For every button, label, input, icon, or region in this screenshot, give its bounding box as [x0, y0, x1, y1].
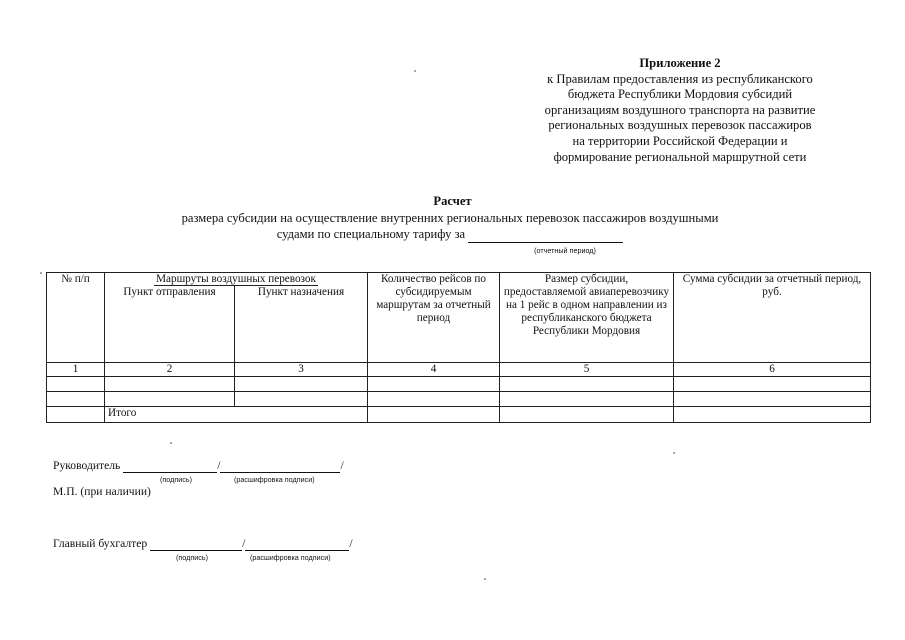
annex-line: формирование региональной маршрутной сети: [553, 149, 807, 164]
column-number: 4: [368, 362, 500, 376]
column-number: 6: [674, 362, 871, 376]
annex-line: организациям воздушного транспорта на развитие: [544, 102, 816, 117]
stamp-label: М.П. (при наличии): [53, 485, 151, 498]
period-blank-line: [468, 227, 623, 244]
table-cell: [500, 376, 674, 391]
accountant-signature-line: Главный бухгалтер / /: [53, 537, 353, 550]
column-number: 2: [105, 362, 235, 376]
head-sign-hint: (подпись): [160, 475, 192, 484]
head-label: Руководитель: [53, 459, 121, 472]
header-from: Пункт отправления: [105, 286, 235, 362]
accountant-sign-blank: [150, 537, 242, 551]
accountant-label: Главный бухгалтер: [53, 537, 148, 550]
head-decode-blank: [220, 459, 340, 473]
table-cell: [47, 391, 105, 406]
table-cell: [235, 391, 368, 406]
annex-line: региональных воздушных перевозок пассажиров: [548, 118, 812, 133]
scan-speck: [40, 272, 42, 274]
head-sign-blank: [123, 459, 217, 473]
column-number: 1: [47, 362, 105, 376]
header-routes-text: Маршруты воздушных перевозок: [156, 273, 316, 285]
table-cell: [235, 376, 368, 391]
document-title: Расчет: [433, 194, 472, 208]
table-cell: [368, 391, 500, 406]
subsidy-table: [46, 272, 871, 423]
table-cell: [674, 376, 871, 391]
table-cell: [500, 406, 674, 422]
table-cell: [674, 406, 871, 422]
table-row: [47, 391, 871, 406]
table-cell: [47, 406, 105, 422]
table-cell: [674, 391, 871, 406]
table-cell: [500, 391, 674, 406]
table-header-row: [47, 273, 871, 287]
annex-line: к Правилам предоставления из республиканского: [547, 71, 813, 86]
table-cell: [368, 376, 500, 391]
head-decode-hint: (расшифровка подписи): [234, 475, 315, 484]
table-cell: [47, 376, 105, 391]
scan-speck: [414, 70, 416, 72]
annex-title: Приложение 2: [639, 56, 721, 70]
table-cell: [105, 391, 235, 406]
header-subsidy-total: Сумма субсидии за отчетный период, руб.: [674, 273, 871, 363]
header-flights: Количество рейсов по субсидируемым маршрутам за отчетный период: [368, 273, 500, 363]
header-routes: [105, 273, 368, 287]
period-hint: (отчетный период): [534, 246, 596, 255]
total-row: [47, 406, 871, 422]
accountant-decode-blank: [245, 537, 349, 551]
column-number: 5: [500, 362, 674, 376]
subtitle-line-1: размера субсидии на осуществление внутренних региональных перевозок пассажиров воздушными: [181, 211, 719, 225]
document-subtitle: [60, 211, 840, 243]
table-row: [47, 376, 871, 391]
column-number: 3: [235, 362, 368, 376]
header-num: № п/п: [47, 273, 105, 363]
annex-line: бюджета Республики Мордовия субсидий: [567, 87, 793, 102]
column-numbers-row: [47, 362, 871, 376]
scan-speck: [170, 442, 172, 444]
header-subsidy-per-flight: Размер субсидии, предоставляемой авиаперевозчику на 1 рейс в одном направлении из республиканского бюджета Республики Мордовия: [500, 273, 674, 363]
table-cell: [105, 376, 235, 391]
accountant-decode-hint: (расшифровка подписи): [250, 553, 331, 562]
accountant-sign-hint: (подпись): [176, 553, 208, 562]
head-signature-line: Руководитель / /: [53, 459, 344, 472]
annex-line: на территории Российской Федерации и: [572, 133, 788, 148]
annex-block: [470, 56, 890, 165]
header-to: Пункт назначения: [235, 286, 368, 362]
subtitle-line-2-text: судами по специальному тарифу за: [276, 226, 466, 241]
table-cell: [368, 406, 500, 422]
subtitle-line-2: [60, 227, 840, 244]
total-label: Итого: [105, 406, 368, 422]
scan-speck: [484, 578, 486, 580]
scan-speck: [673, 452, 675, 454]
